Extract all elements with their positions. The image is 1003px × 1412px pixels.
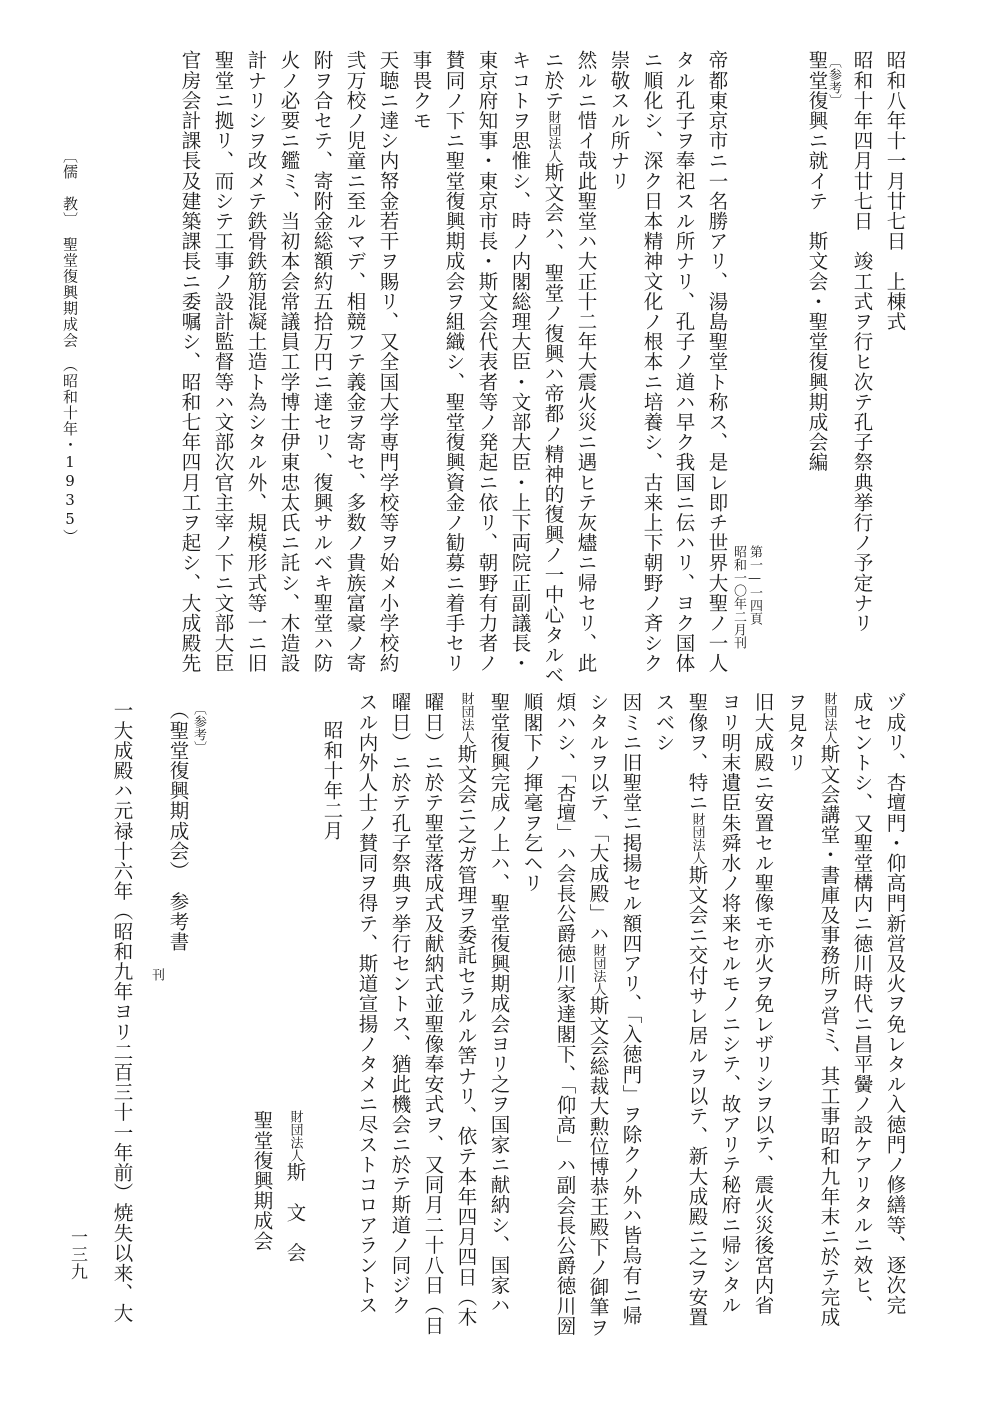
inline-note: 財団法人 [590,943,606,996]
text-column: ヅ成リ、杏壇門・仰高門新営及火ヲ免レタル入徳門ノ修繕等、逐次完 [883,692,907,1316]
text-column: 弐万校ノ児童ニ至ルマデ、相競フテ義金ヲ寄セ、多数ノ貴族富豪ノ寄 [343,50,367,674]
reference-marker: 〔参考〕 [191,702,206,754]
text-column [819,692,839,1327]
text-column: 帝都東京市ニ一名勝アリ、湯島聖堂ト称ス、是レ即チ世界大聖ノ一人 [705,50,729,674]
text-column: 事畏クモ [409,50,433,131]
text-column: 火ノ必要ニ鑑ミ、当初本会常議員工学博士伊東忠太氏ニ託シ、木造設 [277,50,301,674]
text-column: 聖堂復興完成ノ上ハ、聖堂復興期成会ヨリ之ヲ国家ニ献納シ、国家ハ [487,692,511,1316]
text-column [543,50,563,685]
text-column [588,692,608,1337]
text-column: 然ルニ惜イ哉此聖堂ハ大正十二年大震火災ニ遇ヒテ灰燼ニ帰セリ、此 [574,50,598,674]
date-line: 昭和十年二月 [320,720,344,841]
text-column [456,692,476,1327]
text-column: 崇敬スル所ナリ [607,50,631,191]
reference-title: （聖堂復興期成会） 参考書 [166,700,190,952]
text-fragment: ニ於テ [541,50,565,111]
text-column: 昭和八年十一月廿七日 上棟式 [883,50,907,332]
text-column: スル内外人士ノ賛同ヲ得テ、斯道宣揚ノタメニ尽ストコロアラントス [355,692,379,1316]
text-column: 順閣下ノ揮毫ヲ乞ヘリ [520,692,544,893]
text-column: 成セントシ、又聖堂構内ニ徳川時代ニ昌平黌ノ設ケアリタルニ效ヒ、 [850,692,874,1316]
citation-note: 第一—一四頁 [747,545,762,625]
text-fragment: 斯 文 会 [283,1162,307,1263]
text-fragment: 斯文会総裁大勲位博恭王殿下ノ御筆ヲ [586,995,610,1338]
inline-note: 財団法人 [287,1110,303,1162]
text-fragment: 斯文会ニ之ガ管理ヲ委託セラルル筈ナリ、依テ本年四月四日（木 [454,744,478,1327]
text-column: 官房会計課長及建築課長ニ委嘱シ、昭和七年四月工ヲ起シ、大成殿先 [178,50,202,674]
text-column: 聖堂ニ拠リ、而シテ工事ノ設計監督等ハ文部次官主宰ノ下ニ文部大臣 [211,50,235,674]
text-column: キコトヲ思惟シ、時ノ内閣総理大臣・文部大臣・上下両院正副議長・ [508,50,532,674]
citation-note: 昭和一〇年二月刊 [731,545,746,649]
text-column: 煩ハシ、「杏壇」ハ会長公爵徳川家達閣下、「仰高」ハ副会長公爵徳川圀 [553,692,577,1336]
text-fragment: 斯文会ハ、聖堂ノ復興ハ帝都ノ精神的復興ノ一中心タルベ [541,162,565,685]
text-column: 東京府知事・東京市長・斯文会代表者等ノ発起ニ依リ、朝野有力者ノ [475,50,499,674]
text-column: 計ナリシヲ改メテ鉄骨鉄筋混凝土造ト為シタル外、規模形式等一ニ旧 [244,50,268,674]
page-footer: 〔儒 教〕 聖堂復興期成会 （昭和十年・1935） [61,148,79,545]
text-column: 曜日）ニ於テ孔子祭典ヲ挙行セントス、猶此機会ニ於テ斯道ノ同ジク [388,692,412,1316]
text-column: 昭和十年四月廿七日 竣工式ヲ行ヒ次テ孔子祭典挙行ノ予定ナリ [850,50,874,633]
text-column: 附ヲ合セテ、寄附金総額約五拾万円ニ達セリ、復興サルベキ聖堂ハ防 [310,50,334,674]
text-column: 曜日）ニ於テ聖堂落成式及献納式並聖像奉安式ヲ、又同月二十八日（日 [421,692,445,1336]
text-fragment: シタルヲ以テ、「大成殿」ハ [586,692,610,944]
text-column: 賛同ノ下ニ聖堂復興期成会ヲ組織シ、聖堂復興資金ノ勧募ニ着手セリ [442,50,466,674]
text-column: ヨリ明末遺臣朱舜水ノ将来セルモノニシテ、故アリテ秘府ニ帰シタル [718,692,742,1316]
text-column: ヲ見タリ [784,692,808,773]
text-fragment: 聖像ヲ、特ニ [685,692,709,813]
text-column [687,692,707,1327]
page-number: 一三九 [67,1228,87,1281]
inline-note: 財団法人 [689,812,705,865]
inline-note: 財団法人 [545,110,561,163]
text-column: タル孔子ヲ奉祀スル所ナリ、孔子ノ道ハ早ク我国ニ伝ハリ、ヨク国体 [672,50,696,674]
reference-marker: 〔参考〕 [826,55,841,107]
inline-note: 財団法人 [821,692,837,744]
text-fragment: 斯文会講堂・書庫及事務所ヲ営ミ、其工事昭和九年末ニ於テ完成 [817,744,841,1327]
text-column: ニ順化シ、深ク日本精神文化ノ根本ニ培養シ、古来上下朝野ノ斉シク [640,50,664,674]
signatory: 聖堂復興期成会 [250,1110,274,1251]
text-column: 旧大成殿ニ安置セル聖像モ亦火ヲ免レザリシヲ以テ、震火災後宮内省 [751,692,775,1316]
text-column: スベシ [652,692,676,753]
text-fragment: 斯文会ニ交付サレ居ルヲ以テ、新大成殿ニ之ヲ安置 [685,864,709,1327]
text-column: 天聴ニ達シ内帑金若干ヲ賜リ、又全国大学専門学校等ヲ始メ小学校約 [376,50,400,674]
inline-note: 財団法人 [458,692,474,744]
text-column: 一大成殿ハ元禄十六年（昭和九年ヨリ二百三十一年前）焼失以来、大 [110,700,134,1324]
signatory [285,1110,305,1263]
inline-note: 刊 [149,968,164,981]
text-column: 因ミニ旧聖堂ニ掲揚セル額四アリ、「入徳門」ヲ除クノ外ハ皆烏有ニ帰 [619,692,643,1326]
reference-title: 聖堂復興ニ就イテ 斯文会・聖堂復興期成会編 [805,50,829,473]
